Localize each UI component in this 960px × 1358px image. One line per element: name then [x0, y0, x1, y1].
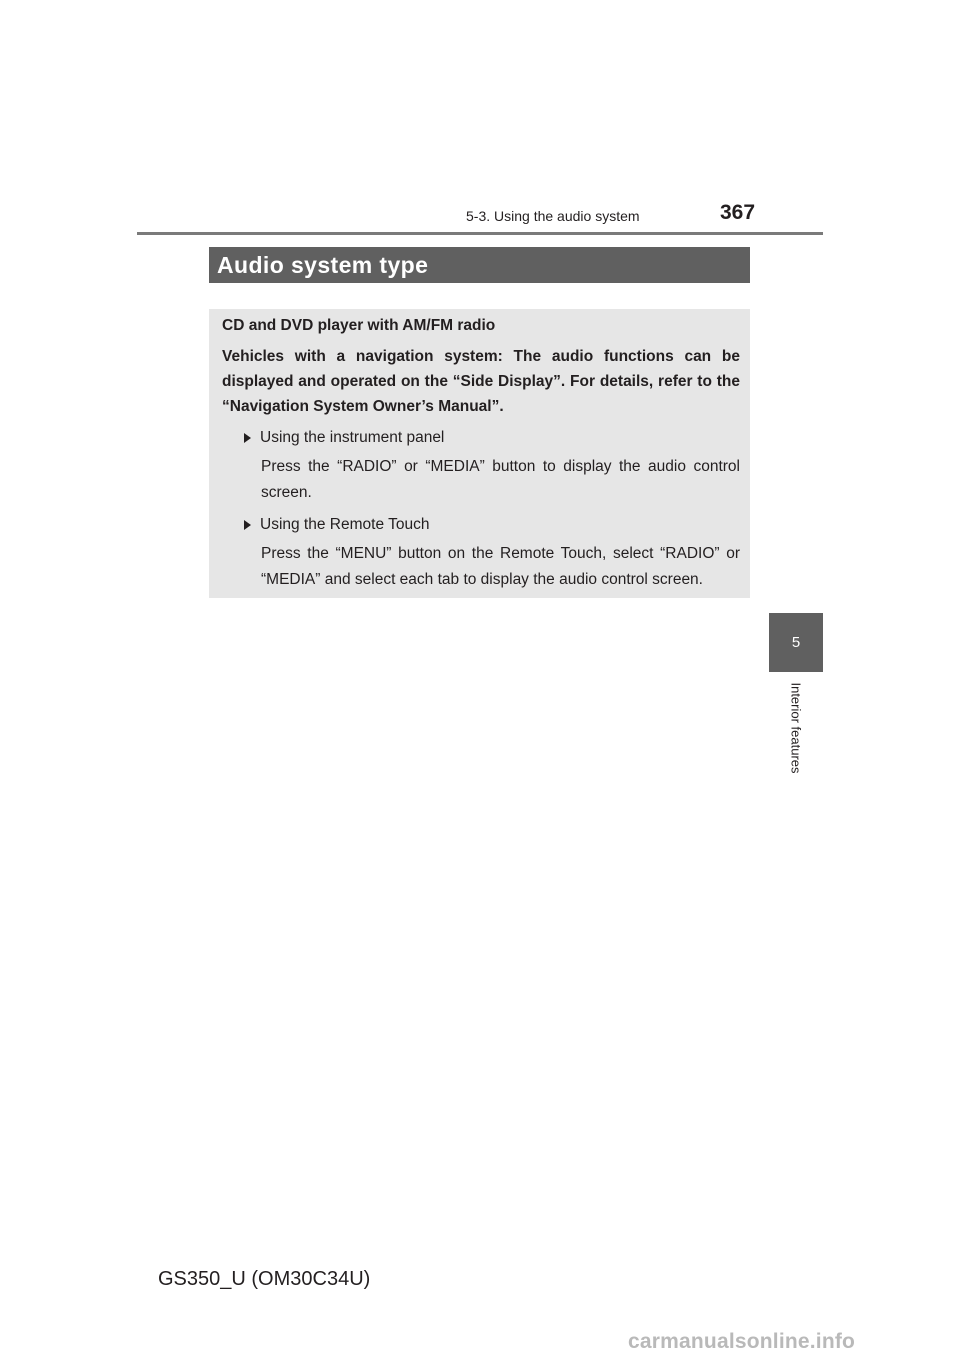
list-item-heading: Using the instrument panel: [260, 429, 445, 446]
list-item: [244, 512, 740, 537]
navigation-note: Vehicles with a navigation system: The audio functions can be displayed and operated on the “Side Display”. For details, refer to the “Navigation System Owner’s Manual”.: [222, 348, 740, 415]
chapter-label: Interior features: [788, 682, 804, 774]
triangle-bullet-icon: [244, 520, 251, 530]
intro-text: CD and DVD player with AM/FM radio: [222, 317, 496, 334]
list-item-description: Press the “MENU” button on the Remote Touch, select “RADIO” or “MEDIA” and select each tab to display the audio control screen.: [261, 545, 740, 588]
footer-model-code: GS350_U (OM30C34U): [158, 1268, 371, 1290]
content-box: [209, 309, 750, 598]
chapter-tab: [769, 613, 823, 672]
watermark: carmanualsonline.info: [628, 1330, 856, 1353]
title-bar: [209, 247, 750, 283]
section-heading: 5-3. Using the audio system: [466, 208, 640, 224]
page-number: 367: [720, 201, 756, 224]
list-item: [244, 425, 740, 450]
header-divider: [137, 232, 823, 235]
list-item-heading: Using the Remote Touch: [260, 516, 430, 533]
triangle-bullet-icon: [244, 433, 251, 443]
page-title: Audio system type: [217, 251, 429, 278]
list-item-description: Press the “RADIO” or “MEDIA” button to display the audio control screen.: [261, 458, 740, 501]
chapter-number: 5: [791, 634, 801, 651]
